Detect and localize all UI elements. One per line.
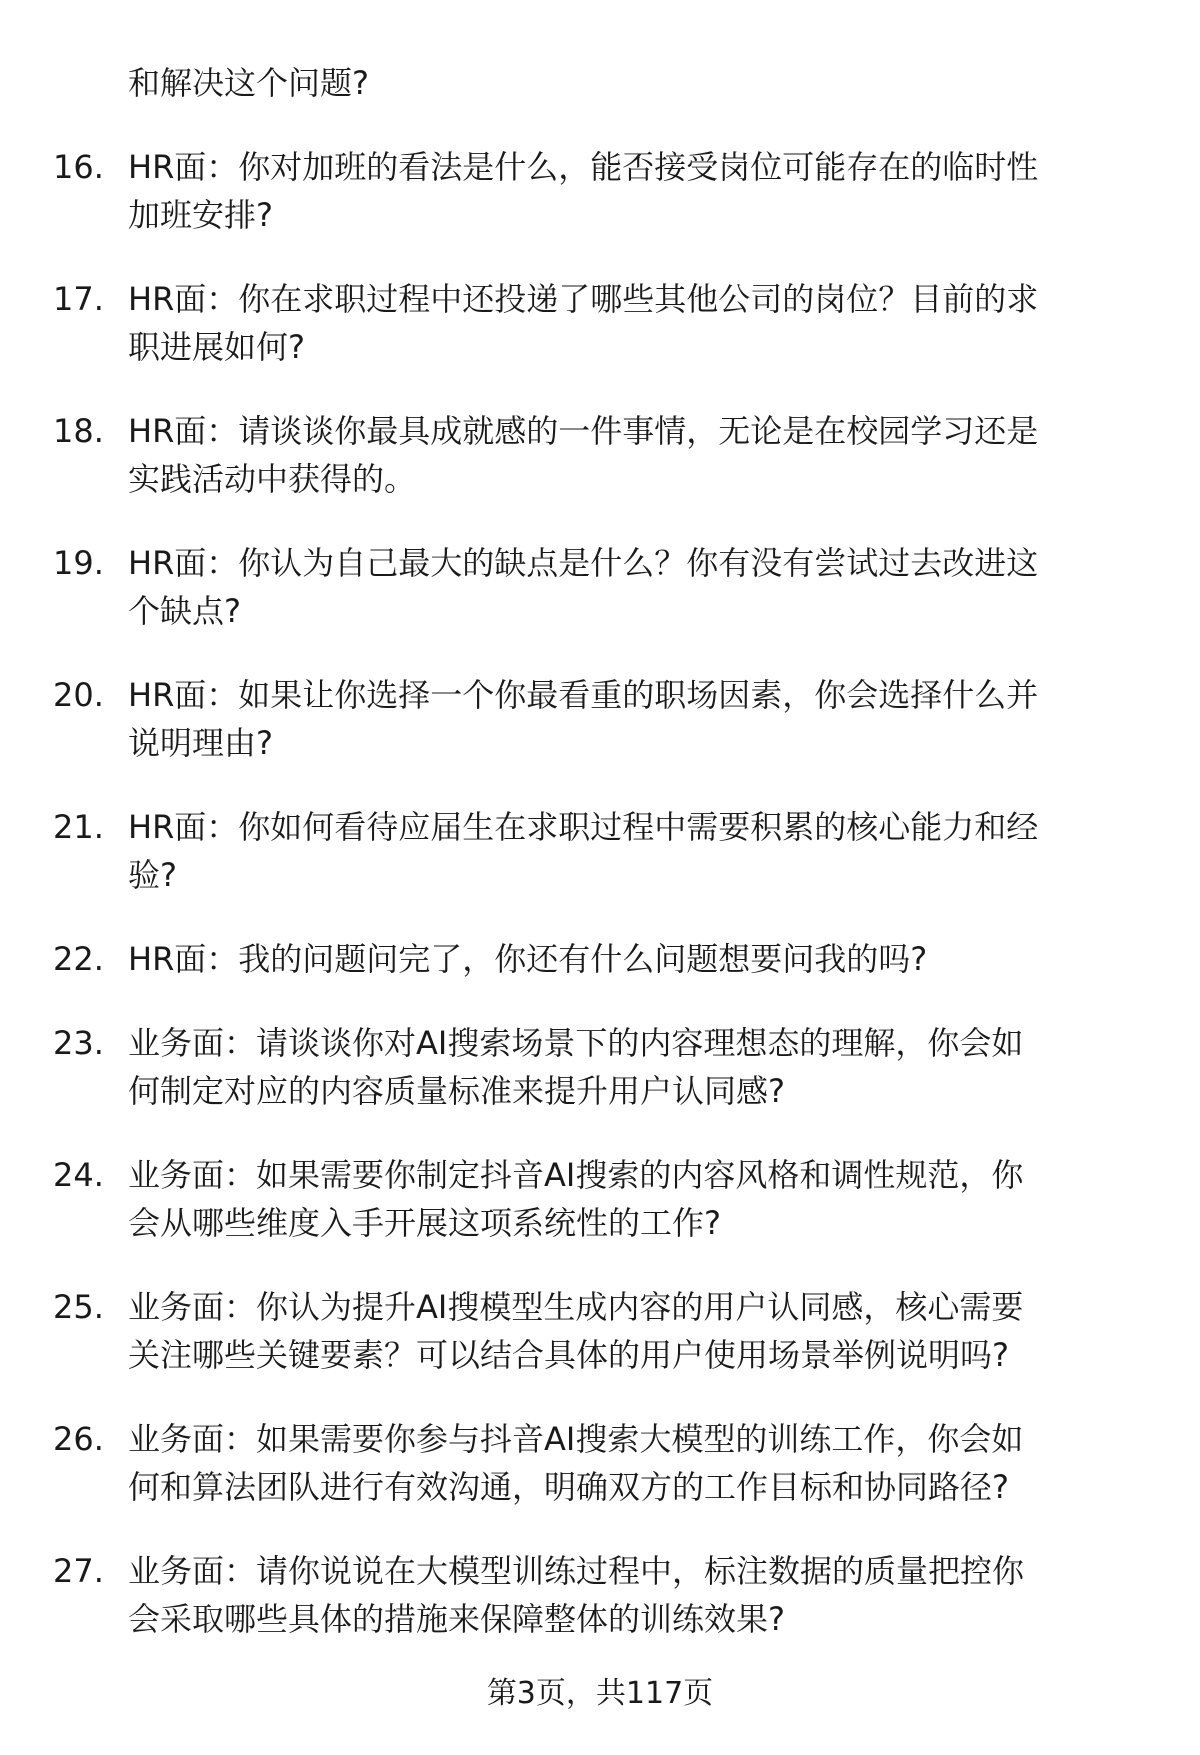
question-number: 21. (53, 808, 104, 846)
question-item (0, 1283, 1200, 1379)
question-text-line: 个缺点? (128, 592, 241, 630)
question-item (0, 143, 1200, 239)
question-number: 22. (53, 940, 104, 978)
question-number: 27. (53, 1552, 104, 1590)
question-text-line: 业务面：你认为提升AI搜模型生成内容的用户认同感，核心需要 (128, 1288, 1024, 1326)
question-text-line: 和解决这个问题? (128, 64, 369, 102)
question-item (0, 671, 1200, 767)
question-text-line: 业务面：请你说说在大模型训练过程中，标注数据的质量把控你 (128, 1552, 1025, 1590)
question-number: 23. (53, 1024, 104, 1062)
question-text-line: 业务面：如果需要你参与抖音AI搜索大模型的训练工作，你会如 (128, 1420, 1024, 1458)
question-number: 20. (53, 676, 104, 714)
question-number: 18. (53, 412, 104, 450)
question-number: 19. (53, 544, 104, 582)
question-item (0, 1547, 1200, 1643)
question-text-line: 业务面：如果需要你制定抖音AI搜索的内容风格和调性规范，你 (128, 1156, 1024, 1194)
question-text-line: HR面：你如何看待应届生在求职过程中需要积累的核心能力和经 (128, 808, 1039, 846)
question-continuation (0, 59, 1200, 107)
question-item (0, 1415, 1200, 1511)
question-text-line: 何制定对应的内容质量标准来提升用户认同感? (128, 1072, 785, 1110)
page-number: 第3页，共117页 (486, 1676, 714, 1711)
question-text-line: HR面：你对加班的看法是什么，能否接受岗位可能存在的临时性 (128, 148, 1039, 186)
question-text-line: 加班安排? (128, 196, 273, 234)
question-item (0, 1151, 1200, 1247)
question-text-line: 关注哪些关键要素？可以结合具体的用户使用场景举例说明吗? (128, 1336, 1009, 1374)
question-number: 26. (53, 1420, 104, 1458)
question-text-line: HR面：请谈谈你最具成就感的一件事情，无论是在校园学习还是 (128, 412, 1039, 450)
question-text-line: 业务面：请谈谈你对AI搜索场景下的内容理想态的理解，你会如 (128, 1024, 1024, 1062)
question-number: 25. (53, 1288, 104, 1326)
question-number: 16. (53, 148, 104, 186)
question-item (0, 407, 1200, 503)
question-item (0, 275, 1200, 371)
question-text-line: 实践活动中获得的。 (128, 460, 417, 498)
question-text-line: 验? (128, 856, 177, 894)
question-text-line: HR面：我的问题问完了，你还有什么问题想要问我的吗? (128, 940, 928, 978)
question-text-line: 职进展如何? (128, 328, 305, 366)
question-text-line: 会采取哪些具体的措施来保障整体的训练效果? (128, 1600, 785, 1638)
question-item (0, 1019, 1200, 1115)
question-item (0, 539, 1200, 635)
question-text-line: 会从哪些维度入手开展这项系统性的工作? (128, 1204, 721, 1242)
question-list (0, 59, 1200, 1679)
question-text-line: HR面：如果让你选择一个你最看重的职场因素，你会选择什么并 (128, 676, 1039, 714)
question-text-line: HR面：你认为自己最大的缺点是什么？你有没有尝试过去改进这 (128, 544, 1039, 582)
question-number: 17. (53, 280, 104, 318)
question-text-line: HR面：你在求职过程中还投递了哪些其他公司的岗位？目前的求 (128, 280, 1039, 318)
question-number: 24. (53, 1156, 104, 1194)
question-text-line: 何和算法团队进行有效沟通，明确双方的工作目标和协同路径? (128, 1468, 1009, 1506)
question-text-line: 说明理由? (128, 724, 273, 762)
question-item (0, 935, 1200, 983)
question-item (0, 803, 1200, 899)
